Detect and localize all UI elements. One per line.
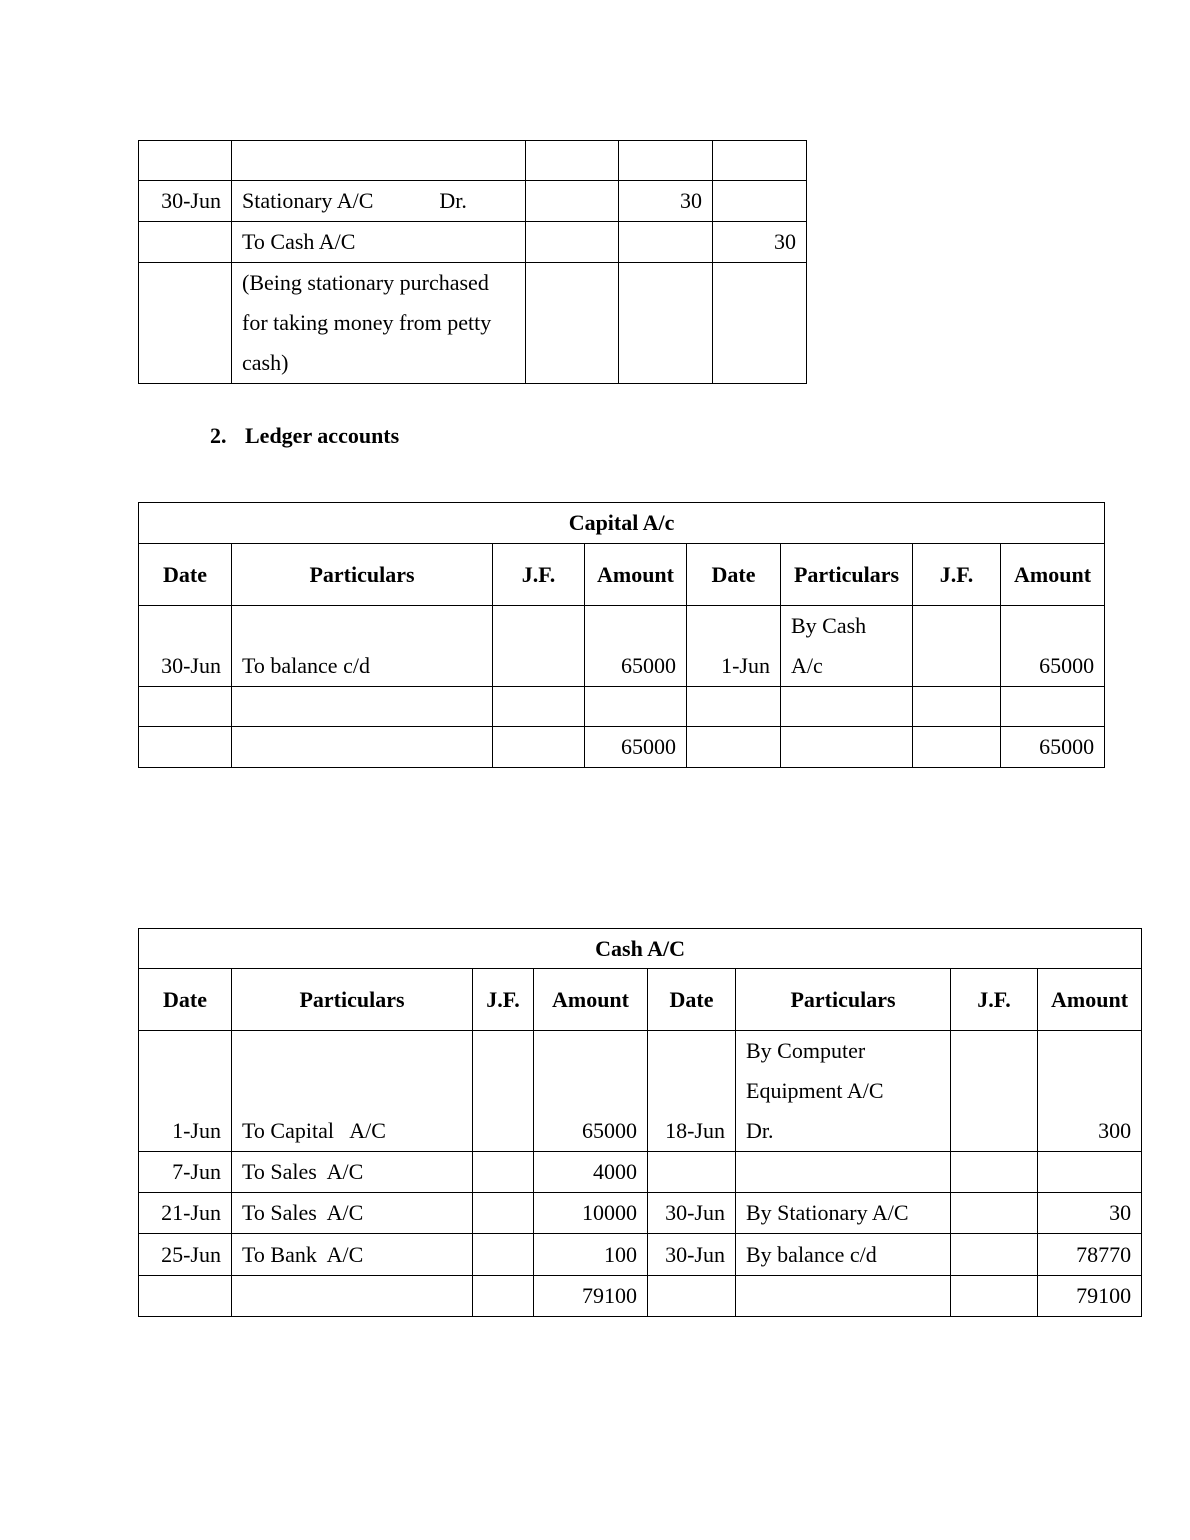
ledger-title-row	[139, 929, 1142, 969]
cr-date-cell: 18-Jun	[648, 1031, 736, 1152]
dr-jf-cell	[473, 1234, 534, 1276]
cr-date-cell: 1-Jun	[687, 606, 781, 687]
journal-date-cell	[139, 263, 232, 384]
column-header: J.F.	[493, 544, 585, 606]
dr-jf-cell	[473, 1276, 534, 1317]
cr-total-cell: 79100	[1038, 1276, 1142, 1317]
column-header: J.F.	[951, 969, 1038, 1031]
ledger-title: Capital A/c	[139, 503, 1105, 544]
ledger-header-row	[139, 544, 1105, 606]
cash-ledger-table	[138, 928, 1142, 1317]
dr-amount-cell: 4000	[534, 1152, 648, 1193]
cr-amount-cell: 30	[1038, 1193, 1142, 1234]
cr-jf-cell	[951, 1152, 1038, 1193]
table-row	[139, 687, 1105, 727]
dr-total-cell: 65000	[585, 727, 687, 768]
cr-total-cell: 65000	[1001, 727, 1105, 768]
journal-table	[138, 140, 807, 384]
cr-date-cell: 30-Jun	[648, 1193, 736, 1234]
table-row	[139, 1193, 1142, 1234]
cr-date-cell	[687, 687, 781, 727]
dr-date-cell	[139, 727, 232, 768]
cr-jf-cell	[951, 1193, 1038, 1234]
dr-amount-cell: 65000	[585, 606, 687, 687]
dr-particulars-cell	[232, 1276, 473, 1317]
dr-jf-cell	[473, 1031, 534, 1152]
cr-amount-cell	[1001, 687, 1105, 727]
cr-jf-cell	[913, 606, 1001, 687]
column-header: J.F.	[913, 544, 1001, 606]
column-header: J.F.	[473, 969, 534, 1031]
cr-particulars-cell	[781, 687, 913, 727]
journal-lf-cell	[526, 141, 619, 181]
journal-date-cell	[139, 222, 232, 263]
dr-jf-cell	[473, 1193, 534, 1234]
table-row	[139, 263, 807, 384]
dr-particulars-cell: To Sales A/C	[232, 1193, 473, 1234]
dr-date-cell	[139, 687, 232, 727]
dr-amount-cell: 100	[534, 1234, 648, 1276]
table-row	[139, 181, 807, 222]
dr-date-cell: 21-Jun	[139, 1193, 232, 1234]
column-header: Amount	[534, 969, 648, 1031]
section-number: 2.	[210, 423, 227, 448]
capital-ledger-table	[138, 502, 1105, 768]
dr-jf-cell	[493, 687, 585, 727]
dr-jf-cell	[493, 606, 585, 687]
section-heading	[210, 422, 399, 450]
cr-amount-cell: 78770	[1038, 1234, 1142, 1276]
journal-debit-cell: 30	[619, 181, 713, 222]
dr-particulars-cell: To Capital A/C	[232, 1031, 473, 1152]
journal-debit-cell	[619, 141, 713, 181]
table-row	[139, 606, 1105, 687]
cr-amount-cell	[1038, 1152, 1142, 1193]
journal-particulars-cell: To Cash A/C	[232, 222, 526, 263]
cr-jf-cell	[951, 1276, 1038, 1317]
cr-jf-cell	[913, 727, 1001, 768]
journal-date-cell: 30-Jun	[139, 181, 232, 222]
journal-particulars-cell	[232, 141, 526, 181]
cr-particulars-cell: By Computer Equipment A/C Dr.	[736, 1031, 951, 1152]
cr-particulars-cell	[781, 727, 913, 768]
dr-date-cell: 25-Jun	[139, 1234, 232, 1276]
cr-date-cell: 30-Jun	[648, 1234, 736, 1276]
journal-lf-cell	[526, 181, 619, 222]
dr-date-cell	[139, 1276, 232, 1317]
column-header: Date	[687, 544, 781, 606]
cr-amount-cell: 65000	[1001, 606, 1105, 687]
journal-credit-cell	[713, 141, 807, 181]
table-row	[139, 1234, 1142, 1276]
journal-debit-cell	[619, 263, 713, 384]
dr-particulars-cell: To balance c/d	[232, 606, 493, 687]
cr-jf-cell	[913, 687, 1001, 727]
dr-amount-cell	[585, 687, 687, 727]
column-header: Date	[139, 544, 232, 606]
dr-particulars-cell: To Sales A/C	[232, 1152, 473, 1193]
total-row	[139, 727, 1105, 768]
cr-particulars-cell: By Stationary A/C	[736, 1193, 951, 1234]
journal-particulars-cell	[232, 181, 526, 222]
dr-particulars-cell	[232, 727, 493, 768]
column-header: Date	[648, 969, 736, 1031]
column-header: Particulars	[232, 969, 473, 1031]
cr-jf-cell	[951, 1234, 1038, 1276]
ledger-header-row	[139, 969, 1142, 1031]
journal-lf-cell	[526, 222, 619, 263]
journal-lf-cell	[526, 263, 619, 384]
column-header: Amount	[1001, 544, 1105, 606]
dr-particulars-cell	[232, 687, 493, 727]
cr-amount-cell: 300	[1038, 1031, 1142, 1152]
journal-credit-cell	[713, 181, 807, 222]
column-header: Amount	[585, 544, 687, 606]
dr-date-cell: 1-Jun	[139, 1031, 232, 1152]
table-row	[139, 222, 807, 263]
dr-date-cell: 7-Jun	[139, 1152, 232, 1193]
column-header: Amount	[1038, 969, 1142, 1031]
dr-jf-cell	[493, 727, 585, 768]
column-header: Particulars	[781, 544, 913, 606]
journal-account-name: Stationary A/C	[242, 188, 374, 213]
ledger-title: Cash A/C	[139, 929, 1142, 969]
column-header: Particulars	[736, 969, 951, 1031]
journal-debit-cell	[619, 222, 713, 263]
table-row	[139, 1031, 1142, 1152]
cr-date-cell	[648, 1276, 736, 1317]
dr-jf-cell	[473, 1152, 534, 1193]
dr-total-cell: 79100	[534, 1276, 648, 1317]
cr-particulars-cell	[736, 1276, 951, 1317]
dr-date-cell: 30-Jun	[139, 606, 232, 687]
table-row	[139, 141, 807, 181]
column-header: Particulars	[232, 544, 493, 606]
dr-amount-cell: 65000	[534, 1031, 648, 1152]
dr-amount-cell: 10000	[534, 1193, 648, 1234]
cr-particulars-cell: By Cash A/c	[781, 606, 913, 687]
table-row	[139, 1152, 1142, 1193]
cr-particulars-cell: By balance c/d	[736, 1234, 951, 1276]
column-header: Date	[139, 969, 232, 1031]
cr-jf-cell	[951, 1031, 1038, 1152]
journal-narration-cell: (Being stationary purchased for taking money from petty cash)	[232, 263, 526, 384]
cr-date-cell	[687, 727, 781, 768]
total-row	[139, 1276, 1142, 1317]
section-title: Ledger accounts	[245, 423, 400, 448]
dr-particulars-cell: To Bank A/C	[232, 1234, 473, 1276]
journal-date-cell	[139, 141, 232, 181]
journal-credit-cell: 30	[713, 222, 807, 263]
ledger-title-row	[139, 503, 1105, 544]
cr-particulars-cell	[736, 1152, 951, 1193]
journal-credit-cell	[713, 263, 807, 384]
cr-date-cell	[648, 1152, 736, 1193]
debit-marker: Dr.	[439, 188, 467, 213]
